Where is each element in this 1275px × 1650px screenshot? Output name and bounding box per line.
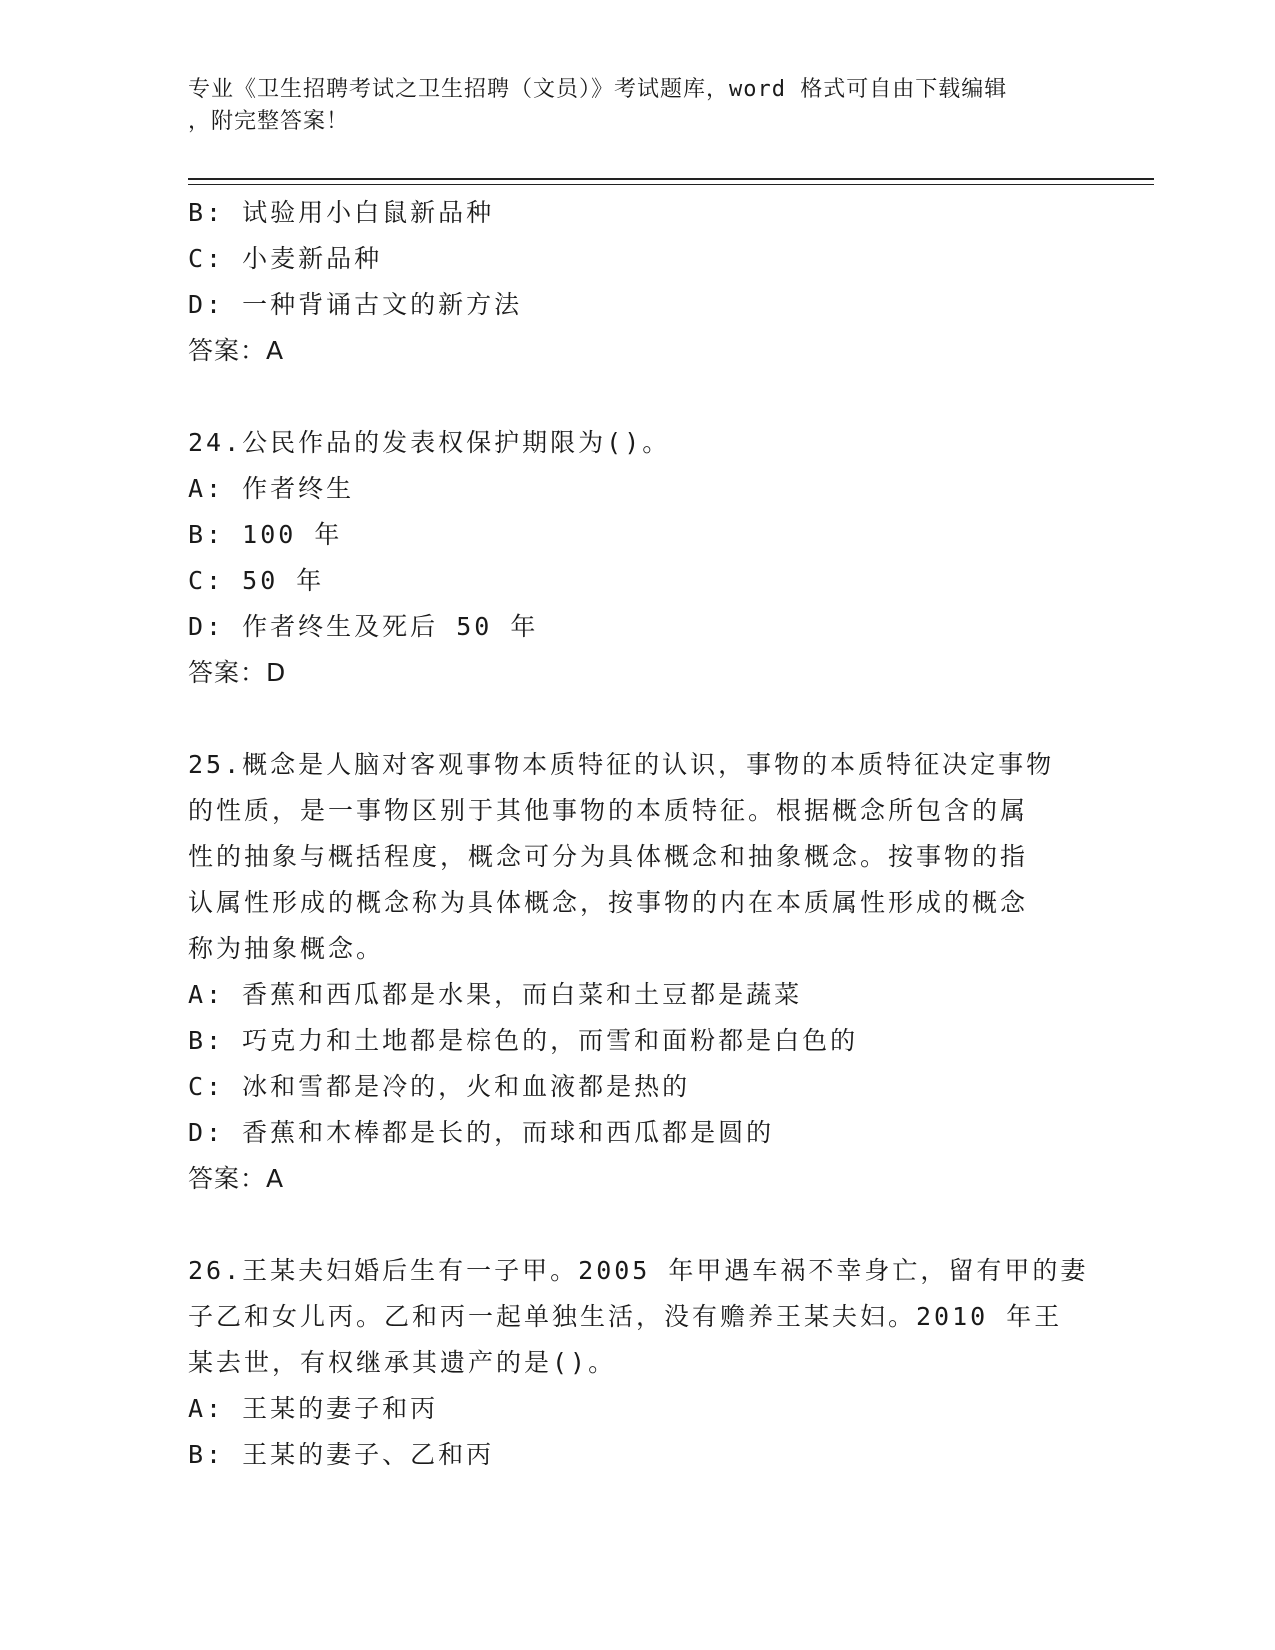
option-d: D: 香蕉和木棒都是长的，而球和西瓜都是圆的 <box>188 1118 775 1147</box>
answer-line: 答案：A <box>188 1164 285 1193</box>
option-c: C: 冰和雪都是冷的，火和血液都是热的 <box>188 1072 691 1101</box>
question-24-text: 24.公民作品的发表权保护期限为()。 <box>188 428 671 457</box>
question-25-text-line: 25.概念是人脑对客观事物本质特征的认识，事物的本质特征决定事物 <box>188 750 1055 779</box>
spacer <box>188 696 1088 742</box>
option-b: B: 100 年 <box>188 520 343 549</box>
option-a: A: 作者终生 <box>188 474 355 503</box>
document-header <box>188 74 1088 138</box>
header-line-1: 专业《卫生招聘考试之卫生招聘（文员）》考试题库，word 格式可自由下载编辑 <box>188 77 1008 102</box>
option-d: D: 作者终生及死后 50 年 <box>188 612 539 641</box>
option-c: C: 小麦新品种 <box>188 244 383 273</box>
question-25-text-line: 性的抽象与概括程度，概念可分为具体概念和抽象概念。按事物的指 <box>188 842 1029 871</box>
option-b: B: 巧克力和土地都是棕色的，而雪和面粉都是白色的 <box>188 1026 859 1055</box>
option-a: A: 王某的妻子和丙 <box>188 1394 439 1423</box>
option-b: B: 王某的妻子、乙和丙 <box>188 1440 495 1469</box>
answer-line: 答案：A <box>188 336 285 365</box>
header-rule-thick <box>188 178 1154 180</box>
answer-line: 答案：D <box>188 658 287 687</box>
option-d: D: 一种背诵古文的新方法 <box>188 290 523 319</box>
option-c: C: 50 年 <box>188 566 325 595</box>
header-rule-thin <box>188 184 1154 185</box>
option-a: A: 香蕉和西瓜都是水果，而白菜和土豆都是蔬菜 <box>188 980 803 1009</box>
question-25-text-line: 的性质，是一事物区别于其他事物的本质特征。根据概念所包含的属 <box>188 796 1029 825</box>
spacer <box>188 1202 1088 1248</box>
question-26-text-line: 子乙和女儿丙。乙和丙一起单独生活，没有赡养王某夫妇。2010 年王 <box>188 1302 1063 1331</box>
question-list <box>188 190 1088 1478</box>
question-25-text-line: 认属性形成的概念称为具体概念，按事物的内在本质属性形成的概念 <box>188 888 1029 917</box>
question-26-text-line: 某去世，有权继承其遗产的是()。 <box>188 1348 617 1377</box>
option-b: B: 试验用小白鼠新品种 <box>188 198 495 227</box>
question-25-text-line: 称为抽象概念。 <box>188 934 385 963</box>
question-26-text-line: 26.王某夫妇婚后生有一子甲。2005 年甲遇车祸不幸身亡，留有甲的妻 <box>188 1256 1089 1285</box>
header-line-2: ，附完整答案！ <box>188 109 350 134</box>
spacer <box>188 374 1088 420</box>
